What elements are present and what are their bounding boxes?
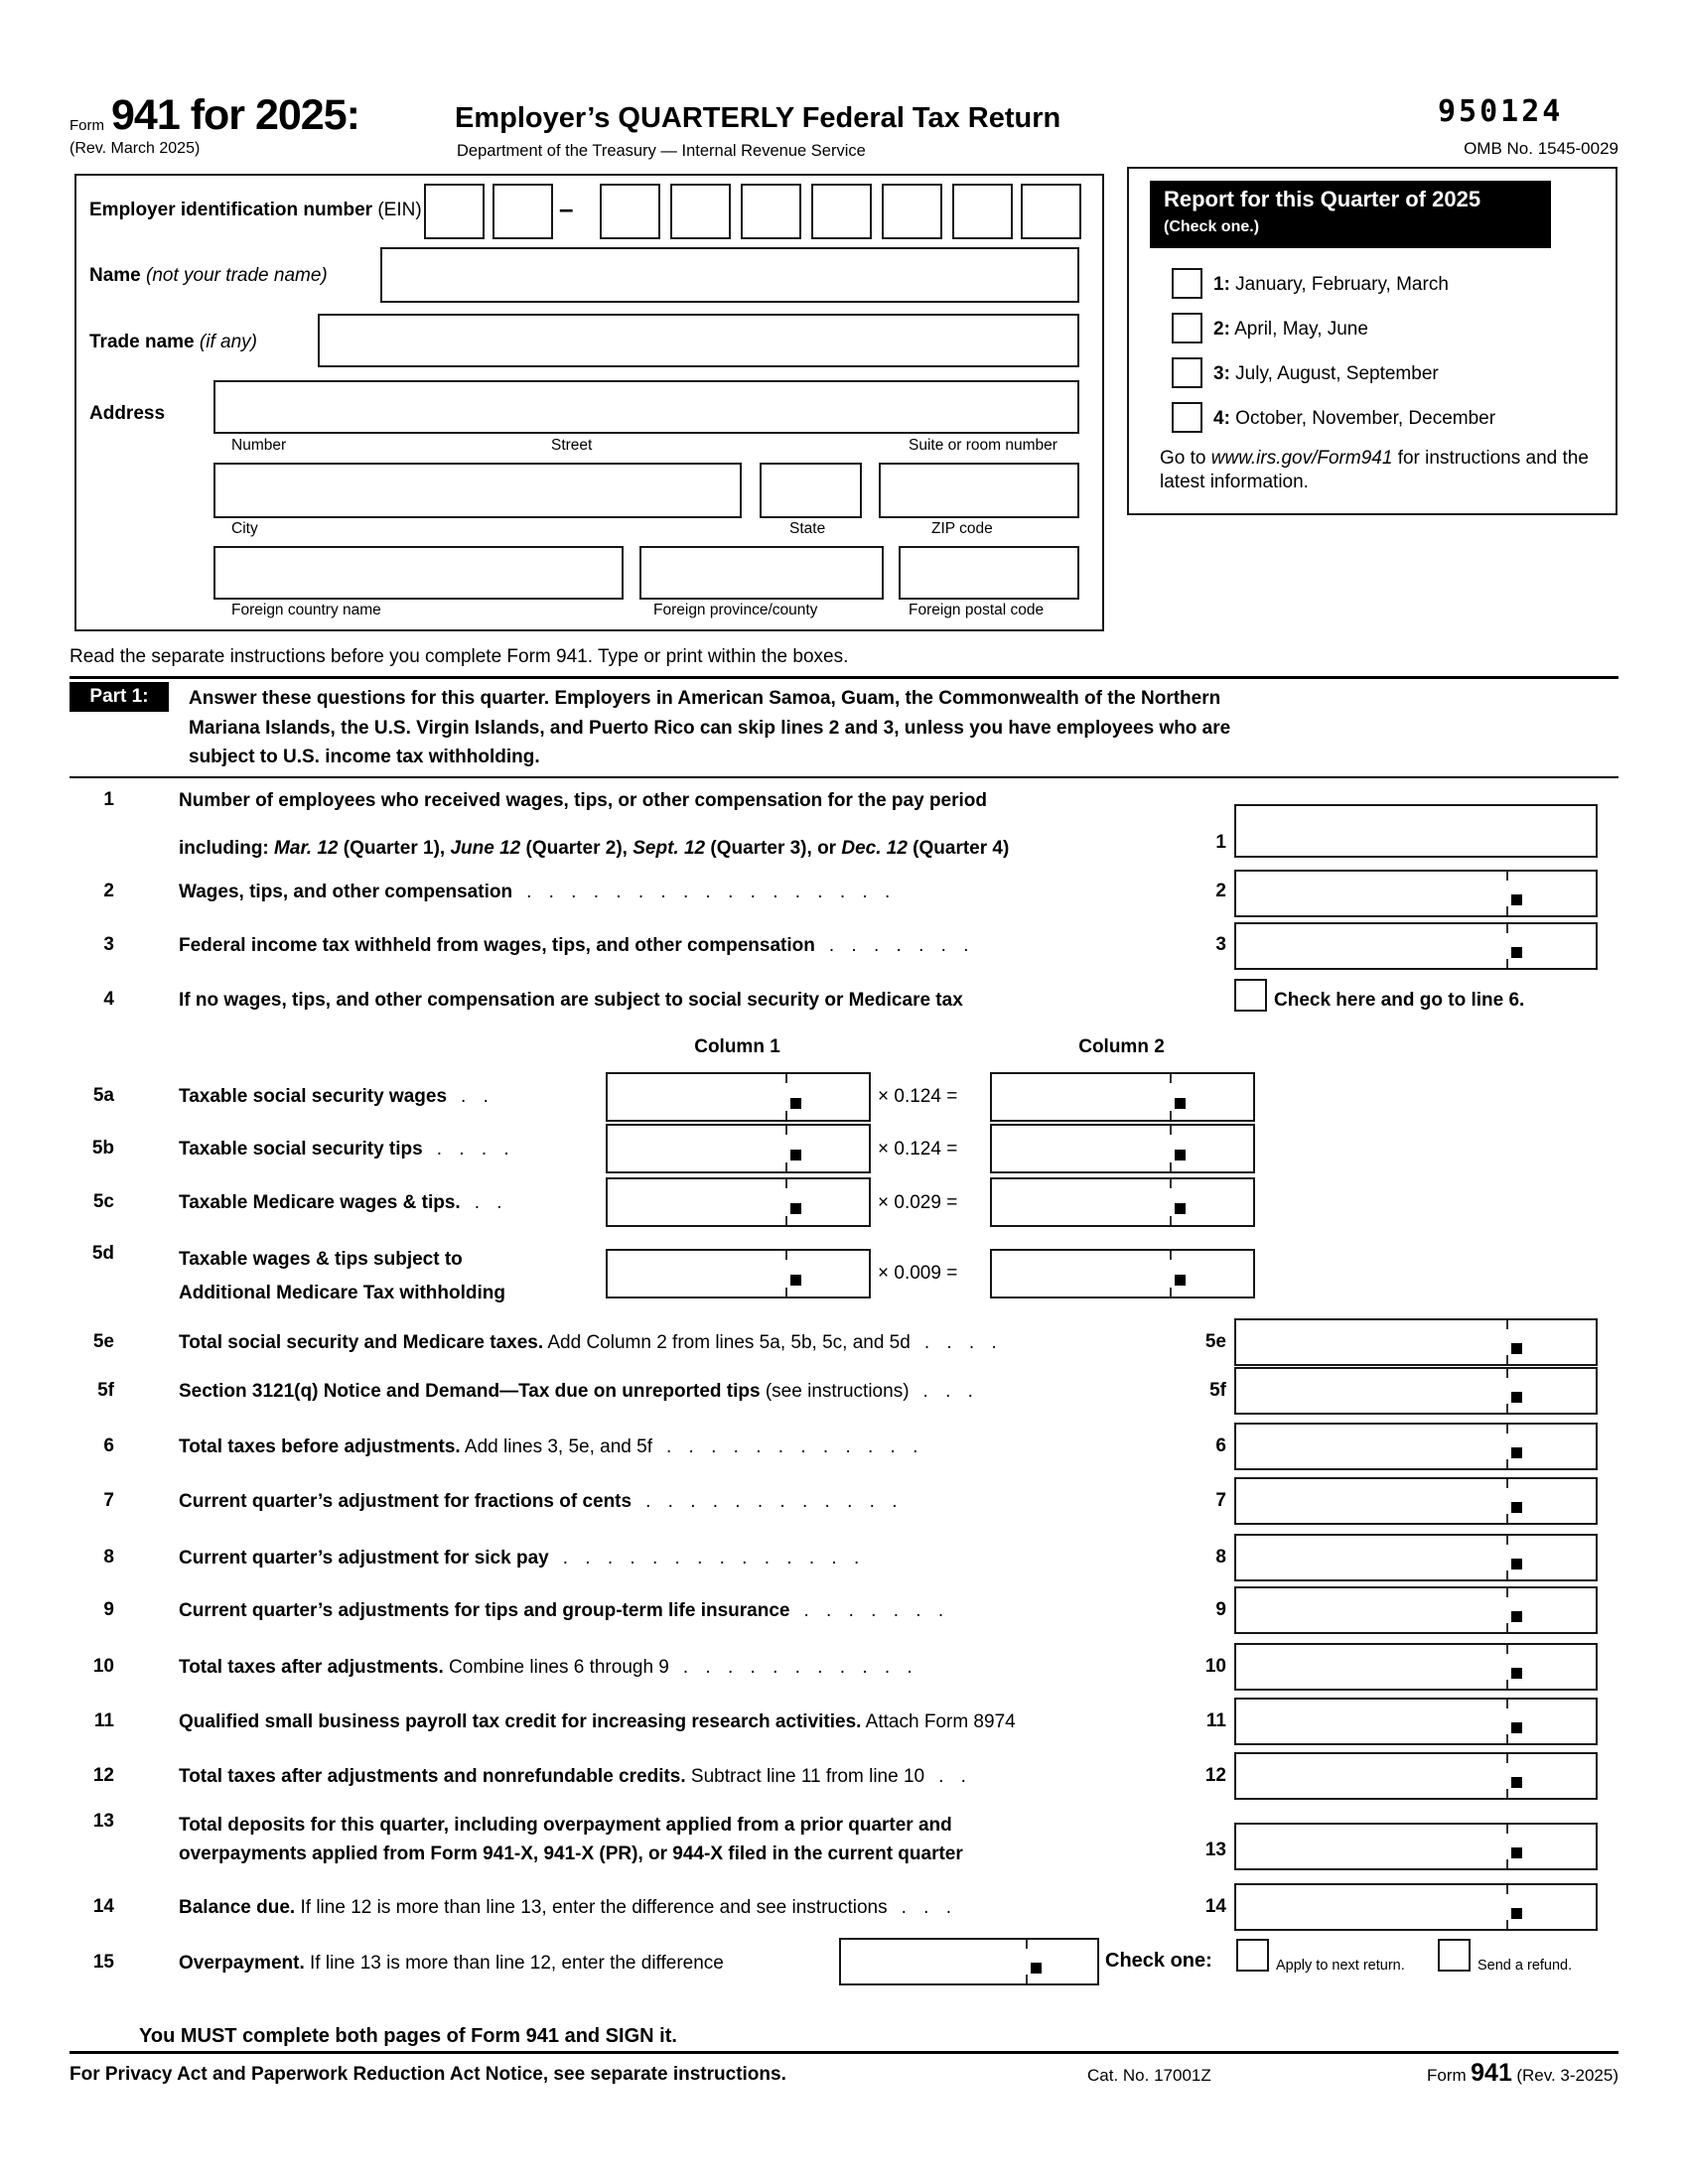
line-12-label [179, 1765, 972, 1789]
line-12-label-bold: Total taxes after adjustments and nonrefundable credits. [179, 1766, 686, 1787]
footer-form-id [1380, 2059, 1618, 2088]
line-1-label-part1: Number of employees who received wages, tips, or other compensation for the pay period [179, 790, 988, 811]
line-3-box-num: 3 [1215, 934, 1226, 955]
decimal-point [790, 1150, 801, 1160]
line-1-dec12: Dec. 12 [841, 837, 908, 859]
foreign-postal-label: Foreign postal code [909, 602, 1045, 618]
line-9-label [179, 1599, 949, 1623]
line-10-num: 10 [92, 1656, 114, 1677]
ein-box-6[interactable] [811, 184, 872, 239]
trade-name-label [89, 331, 257, 354]
footer-form-number: 941 [1471, 2059, 1512, 2087]
line-5e-amount-box[interactable] [1234, 1318, 1598, 1366]
part1-heading-line1: Answer these questions for this quarter. Employers in American Samoa, Guam, the Commonwealth of the Northern [189, 688, 1221, 709]
line-1-label [179, 789, 1172, 860]
line-13-num: 13 [92, 1811, 114, 1832]
quarter-3-checkbox[interactable] [1172, 357, 1202, 388]
line-6-label-bold: Total taxes before adjustments. [179, 1436, 461, 1457]
line-4-checkbox[interactable] [1234, 979, 1267, 1012]
line-13-label-line2: overpayments applied from Form 941-X, 941-X (PR), or 944-X filed in the current quarter [179, 1843, 963, 1864]
line-8-box-num: 8 [1215, 1547, 1226, 1568]
line-1-num: 1 [103, 789, 114, 810]
line-9-label-bold: Current quarter’s adjustments for tips and group-term life insurance [179, 1600, 790, 1621]
decimal-point [1511, 1777, 1522, 1788]
line-6-label-normal: Add lines 3, 5e, and 5f [460, 1436, 652, 1457]
line-5e-label-normal: Add Column 2 from lines 5a, 5b, 5c, and 5d [543, 1332, 911, 1353]
decimal-point [1511, 947, 1522, 958]
line-1-q1: (Quarter 1), [338, 837, 451, 859]
name-label-italic: (not your trade name) [146, 265, 328, 286]
line-12-dots: . . [938, 1766, 972, 1787]
name-label-bold: Name [89, 265, 147, 286]
city-input[interactable] [213, 463, 742, 518]
line-6-dots: . . . . . . . . . . . . [665, 1436, 924, 1457]
line-3-num: 3 [103, 934, 114, 955]
name-label [89, 264, 328, 288]
line-10-dots: . . . . . . . . . . . [682, 1657, 918, 1678]
address-input[interactable] [213, 380, 1079, 434]
quarter-box-header [1150, 181, 1551, 248]
ein-label-normal: (EIN) [377, 200, 422, 220]
line-5b-col1-box[interactable] [606, 1124, 871, 1173]
line-1-q3: (Quarter 3), or [705, 837, 842, 859]
line-14-num: 14 [92, 1896, 114, 1917]
line-11-num: 11 [93, 1710, 114, 1731]
line-9-amount-box[interactable] [1234, 1586, 1598, 1634]
form-word: Form [70, 117, 104, 134]
line-5b-rate: × 0.124 = [878, 1139, 958, 1160]
line-3-amount-box[interactable] [1234, 922, 1598, 970]
zip-label: ZIP code [931, 520, 993, 537]
line-5f-dots: . . . [922, 1381, 979, 1402]
line-15-apply-checkbox[interactable] [1236, 1939, 1269, 1972]
privacy-notice: For Privacy Act and Paperwork Reduction Act Notice, see separate instructions. [70, 2064, 786, 2085]
quarter-3-num: 3: [1213, 363, 1230, 384]
line-5f-label [179, 1380, 979, 1404]
department-label: Department of the Treasury — Internal Revenue Service [457, 142, 866, 160]
decimal-point [1511, 1668, 1522, 1679]
line-10-label [179, 1656, 918, 1680]
line-5b-dots: . . . . [436, 1139, 515, 1160]
foreign-province-input[interactable] [639, 546, 884, 600]
line-2-amount-box[interactable] [1234, 870, 1598, 917]
name-input[interactable] [380, 247, 1079, 303]
line-8-num: 8 [103, 1547, 114, 1568]
line-14-amount-box[interactable] [1234, 1883, 1598, 1931]
line-5d-rate: × 0.009 = [878, 1263, 958, 1284]
line-5d-label [179, 1243, 596, 1310]
foreign-postal-input[interactable] [899, 546, 1079, 600]
column-1-header: Column 1 [694, 1036, 780, 1057]
line-5c-rate: × 0.029 = [878, 1192, 958, 1213]
trade-name-input[interactable] [318, 314, 1079, 367]
line-14-box-num: 14 [1204, 1896, 1226, 1917]
irs-url[interactable]: www.irs.gov/Form941 [1210, 448, 1393, 469]
address-number-label: Number [231, 437, 287, 454]
quarter-2-months: April, May, June [1229, 319, 1368, 340]
line-5b-label [179, 1138, 515, 1161]
line-14-label [179, 1896, 957, 1920]
line-4-num: 4 [103, 989, 114, 1010]
quarter-3-months: July, August, September [1229, 363, 1439, 384]
line-10-label-bold: Total taxes after adjustments. [179, 1657, 444, 1678]
decimal-point [1511, 1392, 1522, 1403]
line-1-sept12: Sept. 12 [633, 837, 706, 859]
ein-box-4[interactable] [670, 184, 731, 239]
quarter-2-label [1213, 318, 1368, 341]
line-1-amount-box[interactable] [1234, 804, 1598, 858]
line-4-label: If no wages, tips, and other compensation are subject to social security or Medicare tax [179, 990, 963, 1011]
decimal-point [1031, 1963, 1042, 1974]
quarter-4-months: October, November, December [1229, 408, 1496, 429]
line-1-box-num: 1 [1215, 832, 1226, 853]
address-suite-label: Suite or room number [909, 437, 1057, 454]
part1-top-rule [70, 676, 1618, 679]
line-5f-num: 5f [97, 1380, 114, 1401]
line-2-dots: . . . . . . . . . . . . . . . . . [526, 882, 897, 902]
ein-dash: – [559, 194, 574, 223]
goto-instructions [1160, 447, 1609, 494]
state-input[interactable] [760, 463, 862, 518]
line-5d-label-line2: Additional Medicare Tax withholding [179, 1283, 505, 1303]
omb-number: OMB No. 1545-0029 [1464, 139, 1618, 158]
line-14-label-normal: If line 12 is more than line 13, enter the difference and see instructions [295, 1897, 888, 1918]
decimal-point [1511, 1847, 1522, 1858]
line-7-label-bold: Current quarter’s adjustment for fractions of cents [179, 1491, 633, 1512]
line-5c-label-bold: Taxable Medicare wages & tips. [179, 1192, 461, 1213]
line-10-label-normal: Combine lines 6 through 9 [443, 1657, 669, 1678]
line-15-label-normal: If line 13 is more than line 12, enter the difference [304, 1953, 724, 1974]
line-3-dots: . . . . . . . [828, 935, 975, 956]
line-3-label-bold: Federal income tax withheld from wages, tips, and other compensation [179, 935, 815, 956]
quarter-1-months: January, February, March [1229, 274, 1449, 295]
decimal-point [1511, 1908, 1522, 1919]
decimal-point [1511, 1343, 1522, 1354]
trade-name-label-italic: (if any) [199, 332, 257, 352]
quarter-4-num: 4: [1213, 408, 1230, 429]
decimal-point [1175, 1203, 1186, 1214]
line-14-label-bold: Balance due. [179, 1897, 296, 1918]
part1-heading-line2: Mariana Islands, the U.S. Virgin Islands, and Puerto Rico can skip lines 2 and 3, unless you have employees who are [189, 717, 1231, 739]
line-1-june12: June 12 [450, 837, 521, 859]
line-8-amount-box[interactable] [1234, 1534, 1598, 1581]
decimal-point [1511, 1559, 1522, 1570]
line-15-refund-label: Send a refund. [1477, 1958, 1573, 1974]
line-12-label-normal: Subtract line 11 from line 10 [685, 1766, 925, 1787]
line-10-amount-box[interactable] [1234, 1643, 1598, 1691]
line-5c-num: 5c [92, 1191, 114, 1212]
line-6-num: 6 [103, 1435, 114, 1456]
line-5a-dots: . . [461, 1086, 494, 1107]
line-1-including: including: [179, 837, 275, 859]
line-5f-box-num: 5f [1209, 1380, 1226, 1401]
state-label: State [789, 520, 826, 537]
line-15-label [179, 1952, 724, 1976]
ein-box-5[interactable] [741, 184, 801, 239]
line-2-label [179, 881, 896, 904]
ein-box-9[interactable] [1021, 184, 1081, 239]
line-6-amount-box[interactable] [1234, 1423, 1598, 1470]
ein-box-2[interactable] [492, 184, 553, 239]
line-5f-label-bold: Section 3121(q) Notice and Demand—Tax due on unreported tips [179, 1381, 761, 1402]
line-9-dots: . . . . . . . [803, 1600, 950, 1621]
line-5e-label-bold: Total social security and Medicare taxes. [179, 1332, 544, 1353]
line-13-box-num: 13 [1204, 1840, 1226, 1860]
line-8-label [179, 1547, 865, 1570]
quarter-box-title: Report for this Quarter of 2025 [1164, 187, 1481, 211]
ein-box-8[interactable] [952, 184, 1013, 239]
line-5b-label-bold: Taxable social security tips [179, 1139, 423, 1160]
line-11-label-normal: Attach Form 8974 [861, 1711, 1016, 1732]
line-11-box-num: 11 [1205, 1710, 1226, 1731]
must-complete-note: You MUST complete both pages of Form 941 and SIGN it. [139, 2025, 677, 2047]
decimal-point [790, 1098, 801, 1109]
line-15-refund-checkbox[interactable] [1438, 1939, 1471, 1972]
line-6-label [179, 1435, 923, 1459]
address-street-label: Street [551, 437, 593, 454]
read-instructions-note: Read the separate instructions before you complete Form 941. Type or print within the boxes. [70, 646, 849, 667]
foreign-province-label: Foreign province/county [653, 602, 818, 618]
decimal-point [790, 1275, 801, 1286]
ein-label-bold: Employer identification number [89, 200, 378, 220]
line-15-amount-box[interactable] [839, 1938, 1099, 1985]
line-15-apply-label: Apply to next return. [1276, 1958, 1405, 1974]
decimal-point [1175, 1150, 1186, 1160]
line-7-amount-box[interactable] [1234, 1477, 1598, 1525]
zip-input[interactable] [879, 463, 1079, 518]
line-7-num: 7 [103, 1490, 114, 1511]
line-7-box-num: 7 [1215, 1490, 1226, 1511]
quarter-3-label [1213, 362, 1439, 386]
line-5a-num: 5a [92, 1085, 114, 1106]
line-5a-label [179, 1085, 494, 1109]
line-14-dots: . . . [901, 1897, 958, 1918]
goto-post: for instructions and the latest information. [1160, 448, 1589, 492]
scan-code: 950124 [1438, 94, 1564, 129]
line-7-label [179, 1490, 904, 1514]
line-12-box-num: 12 [1204, 1765, 1226, 1786]
footer-rule [70, 2051, 1618, 2054]
line-5f-label-normal: (see instructions) [760, 1381, 910, 1402]
line-1-q2: (Quarter 2), [520, 837, 633, 859]
line-5d-col2-box[interactable] [990, 1249, 1255, 1298]
trade-name-label-bold: Trade name [89, 332, 200, 352]
part1-badge [70, 682, 169, 712]
line-4-check-label: Check here and go to line 6. [1274, 990, 1525, 1011]
line-5c-col1-box[interactable] [606, 1177, 871, 1227]
line-9-box-num: 9 [1215, 1599, 1226, 1620]
address-label: Address [89, 403, 166, 424]
line-5d-num: 5d [91, 1243, 114, 1264]
line-1-q4: (Quarter 4) [907, 837, 1010, 859]
form-number-title: 941 for 2025: [111, 91, 359, 139]
footer-form-rev: (Rev. 3-2025) [1516, 2066, 1618, 2085]
revision-label: (Rev. March 2025) [70, 140, 201, 157]
quarter-2-checkbox[interactable] [1172, 313, 1202, 343]
decimal-point [1511, 1502, 1522, 1513]
decimal-point [1175, 1275, 1186, 1286]
line-5c-col2-box[interactable] [990, 1177, 1255, 1227]
line-6-box-num: 6 [1215, 1435, 1226, 1456]
quarter-4-label [1213, 407, 1495, 431]
part1-heading-line3: subject to U.S. income tax withholding. [189, 747, 540, 767]
line-2-label-bold: Wages, tips, and other compensation [179, 882, 513, 902]
ein-label [89, 199, 422, 222]
city-label: City [231, 520, 258, 537]
line-5c-dots: . . [474, 1192, 508, 1213]
column-2-header: Column 2 [1078, 1036, 1165, 1057]
line-5d-label-line1: Taxable wages & tips subject to [179, 1249, 463, 1270]
line-12-num: 12 [92, 1765, 114, 1786]
line-2-box-num: 2 [1215, 881, 1226, 901]
line-8-dots: . . . . . . . . . . . . . . [562, 1548, 866, 1569]
foreign-country-label: Foreign country name [231, 602, 381, 618]
decimal-point [790, 1203, 801, 1214]
ein-box-7[interactable] [882, 184, 942, 239]
line-13-label-line1: Total deposits for this quarter, including overpayment applied from a prior quarter and [179, 1815, 952, 1836]
decimal-point [1511, 1722, 1522, 1733]
page-title: Employer’s QUARTERLY Federal Tax Return [455, 102, 1061, 134]
line-5a-col2-box[interactable] [990, 1072, 1255, 1122]
line-7-dots: . . . . . . . . . . . . [645, 1491, 904, 1512]
catalog-number: Cat. No. 17001Z [1087, 2066, 1211, 2085]
quarter-1-num: 1: [1213, 274, 1230, 295]
part1-heading [189, 684, 1618, 772]
line-15-num: 15 [92, 1952, 114, 1973]
line-2-num: 2 [103, 881, 114, 901]
part1-badge-label: Part 1: [89, 686, 149, 707]
line-5c-label [179, 1191, 508, 1215]
part1-bottom-rule [70, 776, 1618, 778]
decimal-point [1511, 1611, 1522, 1622]
line-13-label [179, 1811, 1172, 1868]
goto-pre: Go to [1160, 448, 1211, 469]
line-11-label-bold: Qualified small business payroll tax credit for increasing research activities. [179, 1711, 862, 1732]
decimal-point [1175, 1098, 1186, 1109]
line-10-box-num: 10 [1204, 1656, 1226, 1677]
line-1-mar12: Mar. 12 [274, 837, 339, 859]
line-13-amount-box[interactable] [1234, 1823, 1598, 1870]
quarter-1-label [1213, 273, 1449, 297]
line-11-label [179, 1710, 1016, 1734]
line-5f-amount-box[interactable] [1234, 1367, 1598, 1415]
foreign-country-input[interactable] [213, 546, 624, 600]
line-5e-dots: . . . . [923, 1332, 1003, 1353]
line-8-label-bold: Current quarter’s adjustment for sick pay [179, 1548, 549, 1569]
line-11-amount-box[interactable] [1234, 1698, 1598, 1745]
line-9-num: 9 [103, 1599, 114, 1620]
line-5a-label-bold: Taxable social security wages [179, 1086, 448, 1107]
line-5b-num: 5b [91, 1138, 114, 1159]
line-5b-col2-box[interactable] [990, 1124, 1255, 1173]
line-15-check-one-label: Check one: [1105, 1950, 1212, 1972]
quarter-box-subtitle: (Check one.) [1164, 218, 1260, 235]
line-15-label-bold: Overpayment. [179, 1953, 305, 1974]
line-5a-rate: × 0.124 = [878, 1086, 958, 1107]
line-3-label [179, 934, 974, 958]
decimal-point [1511, 1447, 1522, 1458]
decimal-point [1511, 894, 1522, 905]
line-5e-label [179, 1331, 1003, 1355]
line-5d-col1-box[interactable] [606, 1249, 871, 1298]
ein-box-1[interactable] [424, 184, 485, 239]
line-5a-col1-box[interactable] [606, 1072, 871, 1122]
line-5e-box-num: 5e [1204, 1331, 1226, 1352]
footer-form-word: Form [1427, 2066, 1467, 2085]
quarter-1-checkbox[interactable] [1172, 268, 1202, 299]
ein-box-3[interactable] [600, 184, 660, 239]
quarter-2-num: 2: [1213, 319, 1230, 340]
line-5e-num: 5e [92, 1331, 114, 1352]
quarter-4-checkbox[interactable] [1172, 402, 1202, 433]
line-12-amount-box[interactable] [1234, 1752, 1598, 1800]
